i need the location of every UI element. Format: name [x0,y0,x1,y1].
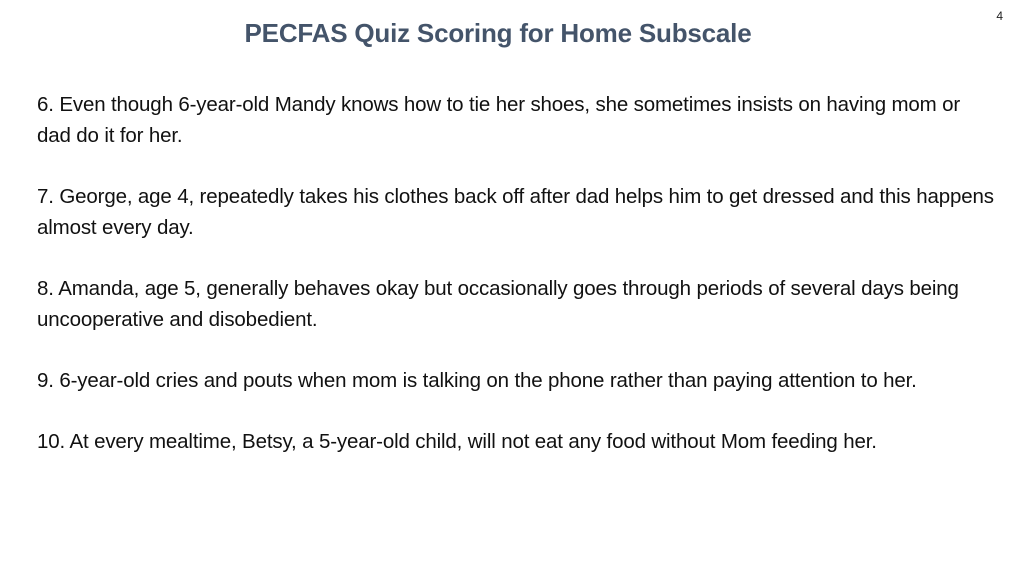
quiz-item-10: 10. At every mealtime, Betsy, a 5-year-old child, will not eat any food without Mom feeding her. [37,430,877,453]
quiz-item-7: 7. George, age 4, repeatedly takes his clothes back off after dad helps him to get dressed and this happens almost every day. [37,185,994,239]
quiz-item-6: 6. Even though 6-year-old Mandy knows how to tie her shoes, she sometimes insists on having mom or dad do it for her. [37,93,961,147]
quiz-item-8: 8. Amanda, age 5, generally behaves okay but occasionally goes through periods of several days being uncooperative and disobedient. [37,277,959,331]
slide-title: PECFAS Quiz Scoring for Home Subscale [244,18,752,48]
quiz-item-9: 9. 6-year-old cries and pouts when mom is talking on the phone rather than paying attention to her. [37,369,917,392]
quiz-item-list [37,89,997,487]
slide-number: 4 [996,9,1003,23]
